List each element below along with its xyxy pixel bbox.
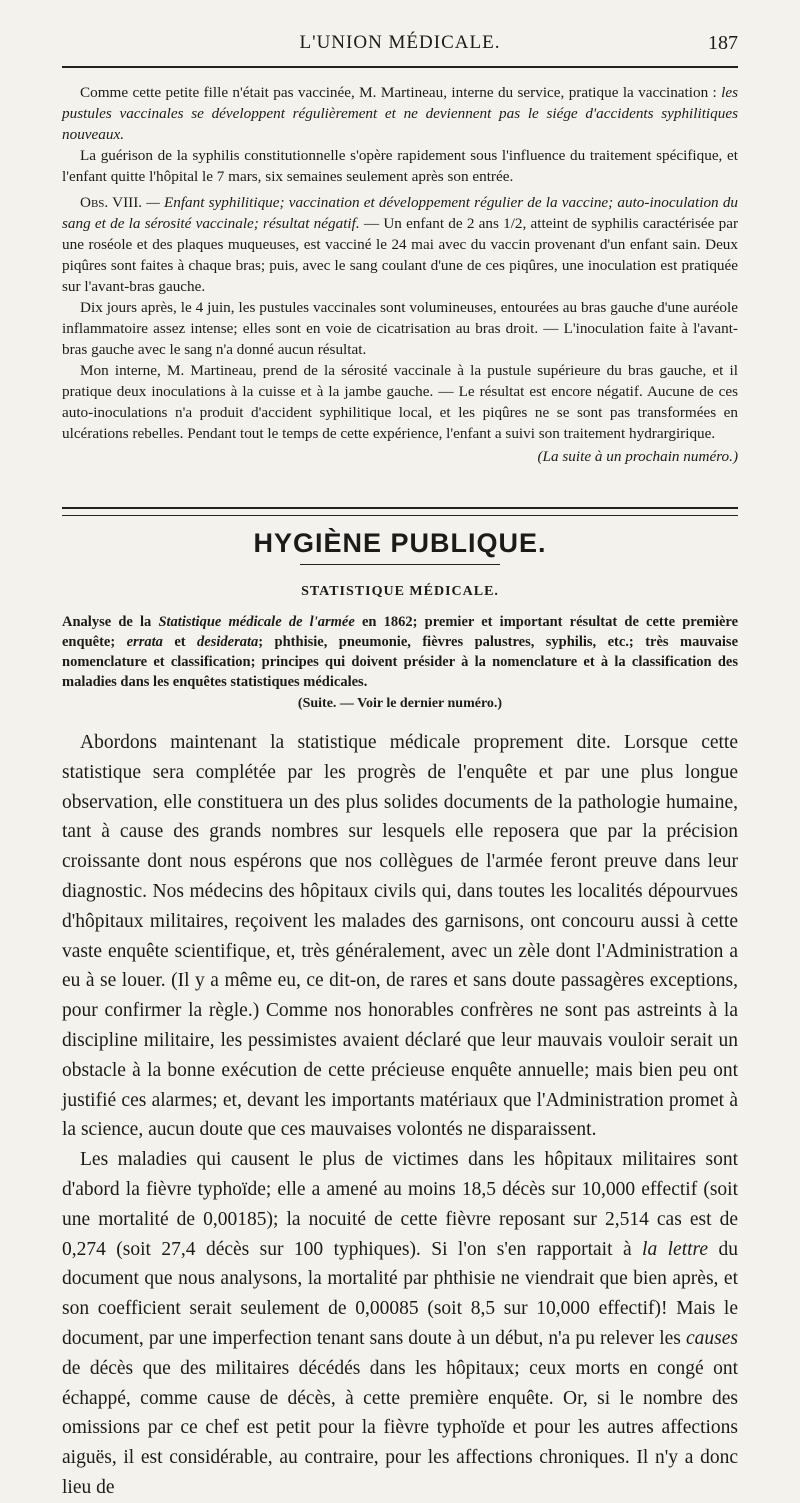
page-number: 187 [708,32,738,54]
article-summary: Analyse de la Statistique médicale de l'armée en 1862; premier et important résultat de cette première enquête; errata et desiderata; phthisie, pneumonie, fièvres palustres, syphilis, etc.; très mauvaise nomenclature et classification; principes qui doivent présider à la nomenclature et à la classification des maladies dans les enquêtes statistiques médicales. (Suite. — Voir le dernier numéro.) [62,612,738,714]
section-divider [62,507,738,516]
subsection-title: STATISTIQUE MÉDICALE. [301,584,499,599]
paragraph: Comme cette petite fille n'était pas vaccinée, M. Martineau, interne du service, pratique la vaccination : les pustules vaccinales se développent régulièrement et ne deviennent pas le siége d'accidents syphilitiques nouveaux. [62,84,739,143]
section-title: HYGIÈNE PUBLIQUE. [253,528,547,558]
paragraph: Mon interne, M. Martineau, prend de la sérosité vaccinale à la pustule supérieure du bras gauche, et il pratique deux inoculations à la cuisse et à la jambe gauche. — Le résultat est encore négatif. Aucune de ces auto-inoculations n'a produit d'accident syphilitique local, et les piqûres ne se sont pas transformées en ulcérations rebelles. Pendant tout le temps de cette expérience, l'enfant a suivi son traitement hydrargirique. [62,362,738,442]
running-header [62,30,738,60]
journal-title: L'UNION MÉDICALE. [299,32,501,53]
obs-label: Obs. VIII. [80,194,143,211]
case-conclusion [62,82,738,187]
paragraph: La guérison de la syphilis constitutionnelle s'opère rapidement sous l'influence du traitement spécifique, et l'enfant quitte l'hôpital le 7 mars, six semaines seulement après son entrée. [62,147,738,185]
continued-note: (La suite à un prochain numéro.) [537,448,738,465]
paragraph: Dix jours après, le 4 juin, les pustules vaccinales sont volumineuses, entourées au bras gauche d'une auréole inflammatoire assez intense; elles sont en voie de cicatrisation au bras droit. — L'inoculation faite à l'avant-bras gauche avec le sang n'a donné aucun résultat. [62,299,738,358]
paragraph: Les maladies qui causent le plus de victimes dans les hôpitaux militaires sont d'abord la fièvre typhoïde; elle a amené au moins 18,5 décès sur 10,000 effectif (soit une mortalité de 0,00185); la nocuité de cette fièvre reposant sur 2,514 cas est de 0,274 (soit 27,4 décès sur 100 typhiques). Si l'on s'en rapportait à la lettre du document que nous analysons, la mortalité par phthisie ne viendrait que bien après, et son coefficient serait seulement de 0,00085 (soit 8,5 sur 10,000 effectif)! Mais le document, par une imperfection tenant sans doute à un début, n'a pu relever les causes de décès que des militaires décédés dans les hôpitaux; ceux morts en congé ont échappé, comme cause de décès, à cette première enquête. Or, si le nombre des omissions par ce chef est petit pour la fièvre typhoïde et pour les autres affections aiguës, il est considérable, au contraire, pour les affections chroniques. Il n'y a donc lieu de [62,1149,739,1498]
suite-note: (Suite. — Voir le dernier numéro.) [297,696,503,711]
paragraph: Obs. VIII. — Enfant syphilitique; vaccination et développement régulier de la vaccine; auto-inoculation du sang et de la sérosité vaccinale; résultat négatif. — Un enfant de 2 ans 1/2, atteint de syphilis caractérisée par une roséole et des plaques muqueuses, est vacciné le 24 mai avec du vaccin provenant d'un enfant sain. Deux piqûres sont faites à chaque bras; puis, avec le sang coulant d'une de ces piqûres, une inoculation est pratiquée sur l'avant-bras gauche. [62,194,739,295]
obs-title: — Enfant syphilitique; vaccination et développement régulier de la vaccine; auto-inoculation du sang et de la sérosité vaccinale; résultat négatif. [62,194,739,232]
paragraph: Abordons maintenant la statistique médicale proprement dite. Lorsque cette statistique sera complétée par les progrès de l'enquête et par une plus longue observation, elle constituera un des plus solides documents de la pathologie humaine, tant à cause des grands nombres sur lesquels elle reposera que par la précision croissante dont nous espérons que nos collègues de l'armée feront preuve dans leur diagnostic. Nos médecins des hôpitaux civils qui, dans toutes les localités dépourvues d'hôpitaux militaires, reçoivent les malades des garnisons, ont concouru aussi à cette vaste enquête scientifique, et, très généralement, avec un zèle dont l'Administration a eu à se louer. (Il y a même eu, ce dit-on, de rares et sans doute passagères exceptions, pour confirmer la règle.) Comme nos honorables confrères ne sont pas astreints à la discipline militaire, les pessimistes avaient déclaré que leur mauvais vouloir serait un obstacle à la bonne exécution de cette précieuse enquête annuelle; mais bien peu ont justifié ces alarmes; et, devant les importants matériaux que l'Administration promet à la science, aucun doute que ces mauvaises volontés ne disparaissent. [62,732,738,1141]
title-underline [300,564,500,565]
header-rule [62,66,738,68]
article-body [62,728,738,1503]
observation-viii [62,192,738,467]
